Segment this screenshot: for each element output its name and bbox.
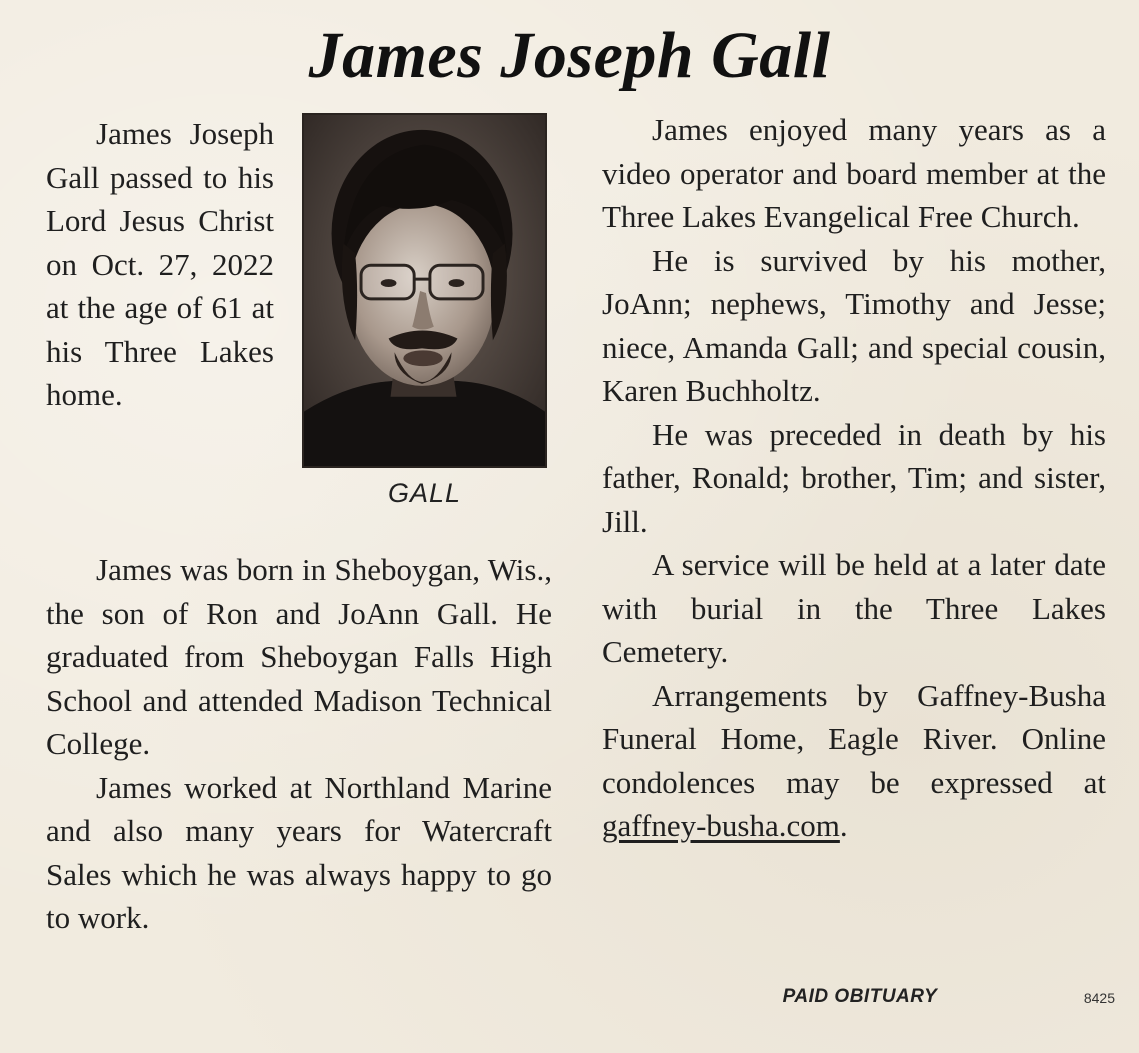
left-column	[46, 548, 552, 940]
photo-caption: GALL	[387, 478, 462, 508]
obituary-title: James Joseph Gall	[308, 19, 831, 92]
arrangements-end: .	[839, 808, 848, 843]
portrait-photo	[302, 113, 547, 468]
right-column	[602, 108, 1106, 848]
intro-paragraph: James Joseph Gall passed to his Lord Jesus Christ on Oct. 27, 2022 at the age of 61 at his Three Lakes home.	[46, 116, 274, 412]
intro-column	[46, 112, 274, 417]
paragraph-preceded: He was preceded in death by his father, Ronald; brother, Tim; and sister, Jill.	[602, 416, 1106, 539]
funeral-home-link[interactable]: gaffney-busha.com	[602, 808, 840, 843]
paragraph-church: James enjoyed many years as a video operator and board member at the Three Lakes Evangelical Free Church.	[602, 112, 1106, 234]
portrait-image	[304, 115, 545, 466]
arrangements-text: Arrangements by Gaffney-Busha Funeral Home, Eagle River. Online condolences may be expressed at	[602, 677, 1106, 800]
ad-number: 8425	[1083, 990, 1115, 1006]
paragraph-birth: James was born in Sheboygan, Wis., the son of Ron and JoAnn Gall. He graduated from Sheboygan Falls High School and attended Madison Technical College.	[46, 552, 552, 761]
paid-obituary-label: PAID OBITUARY	[782, 986, 938, 1007]
paragraph-arrangements	[602, 674, 1106, 848]
paragraph-survivors: He is survived by his mother, JoAnn; nephews, Timothy and Jesse; niece, Amanda Gall; and special cousin, Karen Buchholtz.	[602, 242, 1106, 408]
paragraph-service: A service will be held at a later date with burial in the Three Lakes Cemetery.	[602, 547, 1106, 669]
paragraph-work: James worked at Northland Marine and also many years for Watercraft Sales which he was always happy to go to work.	[46, 769, 552, 935]
